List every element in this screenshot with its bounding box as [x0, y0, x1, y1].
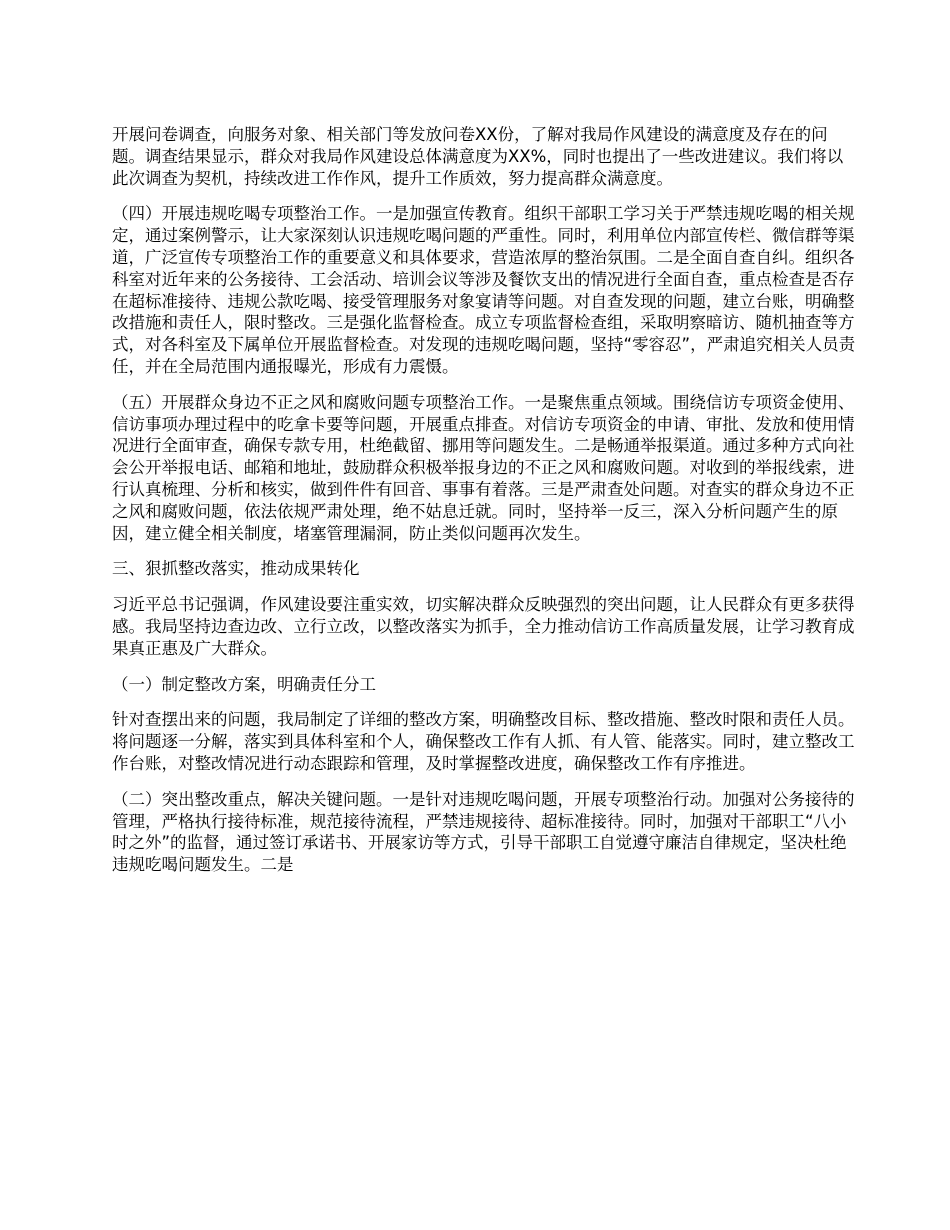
- paragraph-xi-emphasis: 习近平总书记强调，作风建设要注重实效，切实解决群众反映强烈的突出问题，让人民群众有更多获得感。我局坚持边查边改、立行立改，以整改落实为抓手，全力推动信访工作高质量发展，让学习教育成果真正惠及广大群众。: [112, 595, 855, 658]
- paragraph-rectification-plan: 针对查摆出来的问题，我局制定了详细的整改方案，明确整改目标、整改措施、整改时限和责任人员。将问题逐一分解，落实到具体科室和个人，确保整改工作有人抓、有人管、能落实。同时，建立整改工作台账，对整改情况进行动态跟踪和管理，及时掌握整改进度，确保整改工作有序推进。: [112, 710, 855, 773]
- heading-part-3: 三、狠抓整改落实，推动成果转化: [112, 559, 360, 579]
- heading-rectification-plan: （一）制定整改方案，明确责任分工: [112, 674, 376, 694]
- paragraph-rectification-focus: （二）突出整改重点，解决关键问题。一是针对违规吃喝问题，开展专项整治行动。加强对公务接待的管理，严格执行接待标准，规范接待流程，严禁违规接待、超标准接待。同时，加强对干部职工“八小时之外”的监督，通过签订承诺书、开展家访等方式，引导干部职工自觉遵守廉洁自律规定，坚决杜绝违规吃喝问题发生。二是: [112, 789, 855, 875]
- paragraph-section-4-dining-rectification: （四）开展违规吃喝专项整治工作。一是加强宣传教育。组织干部职工学习关于严禁违规吃喝的相关规定，通过案例警示，让大家深刻认识违规吃喝问题的严重性。同时，利用单位内部宣传栏、微信群等渠道，广泛宣传专项整治工作的重要意义和具体要求，营造浓厚的整治氛围。二是全面自查自纠。组织各科室对近年来的公务接待、工会活动、培训会议等涉及餐饮支出的情况进行全面自查，重点检查是否存在超标准接待、违规公款吃喝、接受管理服务对象宴请等问题。对自查发现的问题，建立台账，明确整改措施和责任人，限时整改。三是强化监督检查。成立专项监督检查组，采取明察暗访、随机抽查等方式，对各科室及下属单位开展监督检查。对发现的违规吃喝问题，坚持“零容忍”，严肃追究相关人员责任，并在全局范围内通报曝光，形成有力震慑。: [112, 204, 856, 376]
- document-page: [112, 124, 857, 890]
- paragraph-section-5-corruption-rectification: （五）开展群众身边不正之风和腐败问题专项整治工作。一是聚焦重点领域。围绕信访专项资金使用、信访事项办理过程中的吃拿卡要等问题，开展重点排查。对信访专项资金的申请、审批、发放和使用情况进行全面审查，确保专款专用，杜绝截留、挪用等问题发生。二是畅通举报渠道。通过多种方式向社会公开举报电话、邮箱和地址，鼓励群众积极举报身边的不正之风和腐败问题。对收到的举报线索，进行认真梳理、分析和核实，做到件件有回音、事事有着落。三是严肃查处问题。对查实的群众身边不正之风和腐败问题，依法依规严肃处理，绝不姑息迁就。同时，坚持举一反三，深入分析问题产生的原因，建立健全相关制度，堵塞管理漏洞，防止类似问题再次发生。: [112, 392, 855, 543]
- paragraph-survey: 开展问卷调查，向服务对象、相关部门等发放问卷XX份，了解对我局作风建设的满意度及存在的问题。调查结果显示，群众对我局作风建设总体满意度为XX%，同时也提出了一些改进建议。我们将以此次调查为契机，持续改进工作作风，提升工作质效，努力提高群众满意度。: [112, 125, 844, 188]
